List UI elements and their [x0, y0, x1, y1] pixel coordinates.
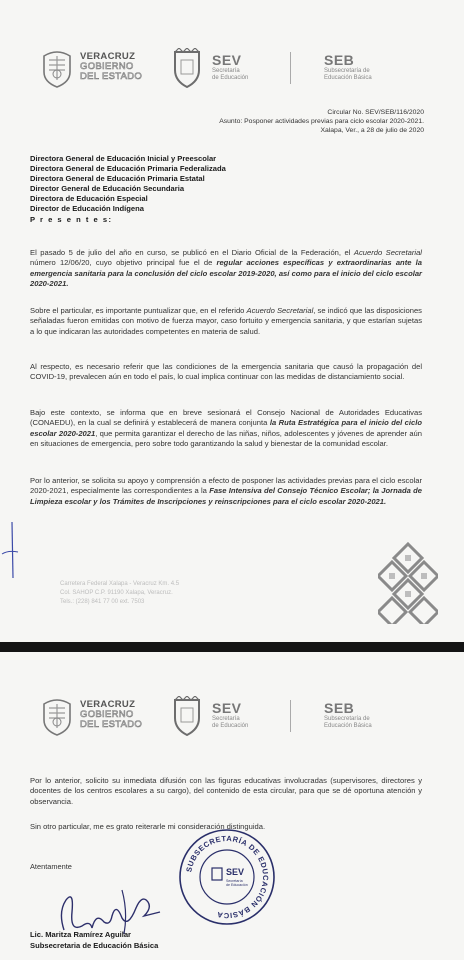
address-line: Col. SAHOP C.P. 91190 Xalapa, Veracruz.	[60, 590, 173, 596]
recipient: Directora General de Educación Primaria Federalizada	[30, 164, 226, 174]
veracruz-line-1: VERACRUZ	[80, 51, 136, 62]
seal-sev-sub-2: de Educación	[226, 883, 248, 887]
paragraph-2	[30, 306, 422, 337]
veracruz-crest-icon	[40, 48, 74, 88]
divider	[290, 52, 291, 84]
letterhead	[40, 44, 424, 94]
p2-italic: Acuerdo Secretarial	[246, 306, 314, 315]
seal-text: SUBSECRETARÍA DE EDUCACIÓN BÁSICA	[184, 833, 271, 921]
p1-text-2: número 12/06/20, cuyo objetivo principal fue el de	[30, 258, 217, 268]
p2-text: Sobre el particular, es importante puntualizar que, en el referido	[30, 306, 247, 315]
circular-info	[219, 108, 424, 135]
recipients	[30, 154, 226, 225]
footer-address	[60, 580, 179, 607]
presentes: P r e s e n t e s:	[30, 214, 113, 224]
sev-logo	[170, 692, 290, 740]
veracruz-line-2: GOBIERNO	[80, 709, 134, 720]
signer-name: Lic. Maritza Ramírez Aguilar	[30, 930, 131, 939]
recipient: Director General de Educación Secundaria	[30, 184, 185, 194]
veracruz-line-3: DEL ESTADO	[80, 719, 143, 730]
paragraph-6: Por lo anterior, solicito su inmediata difusión con las figuras educativas involucradas (supervisores, directores y docentes de los centros escolares a su cargo), del contenido de esta circular, para que se dé oportuna atención y observancia.	[30, 776, 422, 806]
paragraph-3: Al respecto, es necesario referir que las condiciones de la emergencia sanitaria que causó la propagación del COVID-19, prevalecen aún en todo el país, lo cual implica continuar con las medidas de distanciamiento social.	[30, 362, 422, 382]
sev-sub-2: de Educación	[212, 75, 249, 81]
decorative-knot-pattern-icon	[378, 540, 438, 624]
seb-sub-2: Educación Básica	[324, 723, 372, 729]
veracruz-line-1: VERACRUZ	[80, 699, 136, 710]
seb-sub-1: Subsecretaría de	[324, 716, 370, 722]
p1-text: El pasado 5 de julio del año en curso, se publicó en el Diario Oficial de la Federación, el	[30, 248, 354, 257]
letter-page-2	[0, 652, 464, 960]
p2-text-2: , se indicó que las disposiciones señaladas fueron emitidas con motivo de fuerza mayor, caso fortuito y emergencia sanitaria, y que estarían sujetas a lo que indicaran las autoridades competentes en materia de salud.	[30, 306, 422, 336]
sev-abbr: SEV	[212, 700, 242, 716]
p1-italic: Acuerdo Secretarial	[353, 248, 422, 257]
seb-sub-2: Educación Básica	[324, 75, 372, 81]
recipient: Directora de Educación Especial	[30, 194, 148, 204]
veracruz-logo	[40, 692, 170, 740]
official-seal-icon	[178, 828, 276, 926]
paragraph-7: Sin otro particular, me es grato reiterarle mi consideración distinguida.	[30, 822, 266, 831]
p5-text: Por lo anterior, se solicita su apoyo y comprensión a efecto de posponer las actividades previas para el ciclo escolar 2020-2021, especialmente las correspondientes a la	[30, 476, 422, 496]
veracruz-crest-icon	[40, 696, 74, 736]
sev-logo	[170, 44, 290, 92]
circular-date: Xalapa, Ver., a 28 de julio de 2020	[320, 127, 424, 134]
recipient: Director de Educación Indígena	[30, 204, 144, 214]
paragraph-5	[30, 476, 422, 507]
p4-text-2: , que permita garantizar el derecho de las niñas, niños, adolescentes y jóvenes de aprender aún en situaciones de emergencia, pero sobre todo garantizando la salud y bienestar de la comunidad escolar.	[30, 428, 422, 448]
letterhead	[40, 692, 424, 742]
seb-abbr: SEB	[324, 700, 355, 716]
seal-sev-sub-1: Secretaría	[226, 879, 243, 883]
paragraph-4	[30, 408, 422, 449]
sev-abbr: SEV	[212, 52, 242, 68]
p5-emphasis: Fase Intensiva del Consejo Técnico Escolar; la Jornada de Limpieza escolar y los Trámites de Inscripciones y reinscripciones para el ciclo escolar 2020-2021.	[30, 486, 422, 506]
divider	[290, 700, 291, 732]
sev-shield-icon	[170, 48, 204, 88]
veracruz-line-3: DEL ESTADO	[80, 71, 143, 82]
veracruz-logo	[40, 44, 170, 92]
circular-number: Circular No. SEV/SEB/116/2020	[327, 109, 424, 116]
seal-sev-abbr: SEV	[226, 867, 245, 877]
signer-title: Subsecretaria de Educación Básica	[30, 940, 159, 950]
seb-logo	[290, 44, 430, 92]
circular-subject: Asunto: Posponer actividades previas para ciclo escolar 2020-2021.	[219, 118, 424, 125]
p1-emphasis: regular acciones específicas y extraordinarias ante la emergencia sanitaria para la conclusión del ciclo escolar 2019-2020, así como para el inicio del ciclo escolar 2020-2021.	[30, 258, 422, 288]
seb-sub-1: Subsecretaría de	[324, 68, 370, 74]
sev-sub-1: Secretaría	[212, 716, 240, 722]
seb-abbr: SEB	[324, 52, 355, 68]
address-line: Carretera Federal Xalapa - Veracruz Km. 4.5	[60, 581, 180, 587]
sev-shield-icon	[170, 696, 204, 736]
paragraph-1	[30, 248, 422, 289]
margin-pen-mark-icon	[0, 520, 22, 580]
p4-text: Bajo este contexto, se informa que en breve sesionará el Consejo Nacional de Autoridades Educativas (CONAEDU), en la cual se definirá y establecerá de manera conjunta	[30, 408, 422, 428]
sev-sub-2: de Educación	[212, 723, 249, 729]
p4-emphasis: la Ruta Estratégica para el inicio del ciclo escolar 2020-2021	[30, 418, 422, 438]
recipient: Directora General de Educación Primaria Estatal	[30, 174, 205, 184]
recipient: Directora General de Educación Inicial y Preescolar	[30, 154, 217, 163]
closing: Atentamente	[30, 862, 72, 871]
signer-block	[30, 930, 158, 951]
sev-sub-1: Secretaría	[212, 68, 240, 74]
seb-logo	[290, 692, 430, 740]
address-line: Tels.: (228) 841 77 00 ext. 7503	[60, 599, 145, 605]
veracruz-line-2: GOBIERNO	[80, 61, 134, 72]
